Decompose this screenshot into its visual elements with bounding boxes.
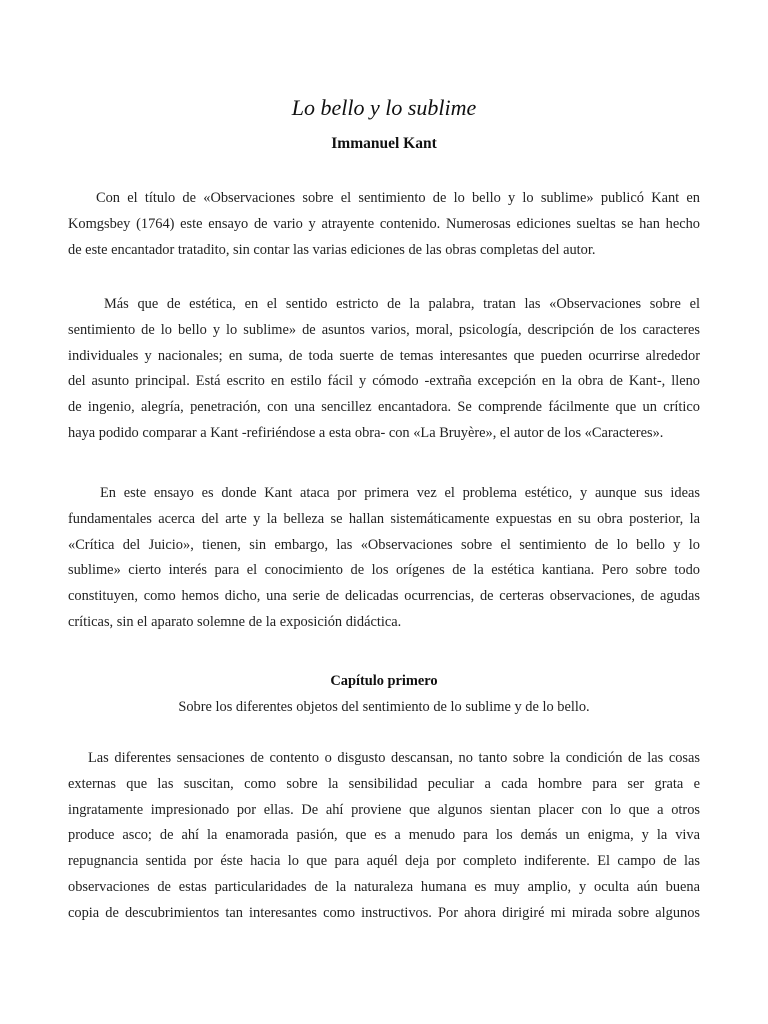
paragraph-line: fundamentales acerca del arte y la belleza se hallan sistemáticamente expuestas en su obra posterior, la bbox=[68, 510, 700, 527]
paragraph-line: «Crítica del Juicio», tienen, sin embargo, las «Observaciones sobre el sentimiento de lo bello y lo bbox=[68, 536, 700, 553]
paragraph-line: sublime» cierto interés para el conocimiento de los orígenes de la estética kantiana. Pero sobre todo bbox=[68, 562, 700, 579]
paragraph-1 bbox=[68, 186, 700, 263]
paragraph-line: Las diferentes sensaciones de contento o disgusto descansan, no tanto sobre la condición de las cosas bbox=[88, 750, 700, 766]
chapter-subtitle: Sobre los diferentes objetos del sentimiento de lo sublime y de lo bello. bbox=[178, 699, 590, 715]
paragraph-line: críticas, sin el aparato solemne de la exposición didáctica. bbox=[68, 613, 402, 630]
paragraph-line: individuales y nacionales; en suma, de toda suerte de temas interesantes que pueden ocurrirse alrededor bbox=[68, 347, 700, 364]
paragraph-line: observaciones de estas particularidades de la naturaleza humana es muy amplio, y oculta aún buena bbox=[68, 878, 700, 895]
paragraph-line: En este ensayo es donde Kant ataca por primera vez el problema estético, y aunque sus ideas bbox=[100, 485, 700, 501]
paragraph-line: ingratamente impresionado por ellas. De ahí proviene que algunos sientan placer con lo que a otros bbox=[68, 801, 700, 818]
paragraph-line: haya podido comparar a Kant -refiriéndose a esta obra- con «La Bruyère», el autor de los «Caracteres». bbox=[68, 424, 664, 441]
paragraph-2 bbox=[68, 292, 700, 447]
paragraph-line: Con el título de «Observaciones sobre el sentimiento de lo bello y lo sublime» publicó Kant en bbox=[96, 190, 700, 206]
paragraph-line: Komgsbey (1764) este ensayo de vario y atrayente contenido. Numerosas ediciones sueltas se han hecho bbox=[68, 215, 700, 232]
paragraph-line: constituyen, como hemos dicho, una serie de delicadas ocurrencias, de certeras observaciones, de agudas bbox=[68, 588, 700, 605]
paragraph-line: de este encantador tratadito, sin contar las varias ediciones de las obras completas del autor. bbox=[68, 241, 596, 258]
paragraph-3 bbox=[68, 481, 700, 636]
chapter-heading: Capítulo primero bbox=[330, 673, 438, 689]
paragraph-line: Más que de estética, en el sentido estricto de la palabra, tratan las «Observaciones sobre el bbox=[104, 296, 700, 312]
paragraph-line: del asunto principal. Está escrito en estilo fácil y cómodo -extraña excepción en la obra de Kant-, lleno bbox=[68, 373, 700, 390]
document-author: Immanuel Kant bbox=[331, 135, 437, 152]
paragraph-line: sentimiento de lo bello y lo sublime» de asuntos varios, moral, psicología, descripción de los caracteres bbox=[68, 321, 700, 338]
document-title: Lo bello y lo sublime bbox=[291, 95, 477, 120]
paragraph-line: externas que las suscitan, como sobre la sensibilidad peculiar a cada hombre para ser grata e bbox=[68, 775, 700, 792]
paragraph-line: copia de descubrimientos tan interesantes como instructivos. Por ahora dirigiré mi mirada sobre algunos bbox=[68, 904, 700, 921]
chapter-paragraph bbox=[68, 746, 700, 927]
paragraph-line: produce asco; de ahí la enamorada pasión, que es a menudo para los demás un enigma, y la viva bbox=[68, 827, 700, 844]
paragraph-line: repugnancia sentida por éste hacia lo que para aquél deja por completo indiferente. El campo de las bbox=[68, 853, 700, 870]
paragraph-line: de ingenio, alegría, penetración, con una sencillez encantadora. Se comprende fácilmente que un crítico bbox=[68, 399, 700, 416]
